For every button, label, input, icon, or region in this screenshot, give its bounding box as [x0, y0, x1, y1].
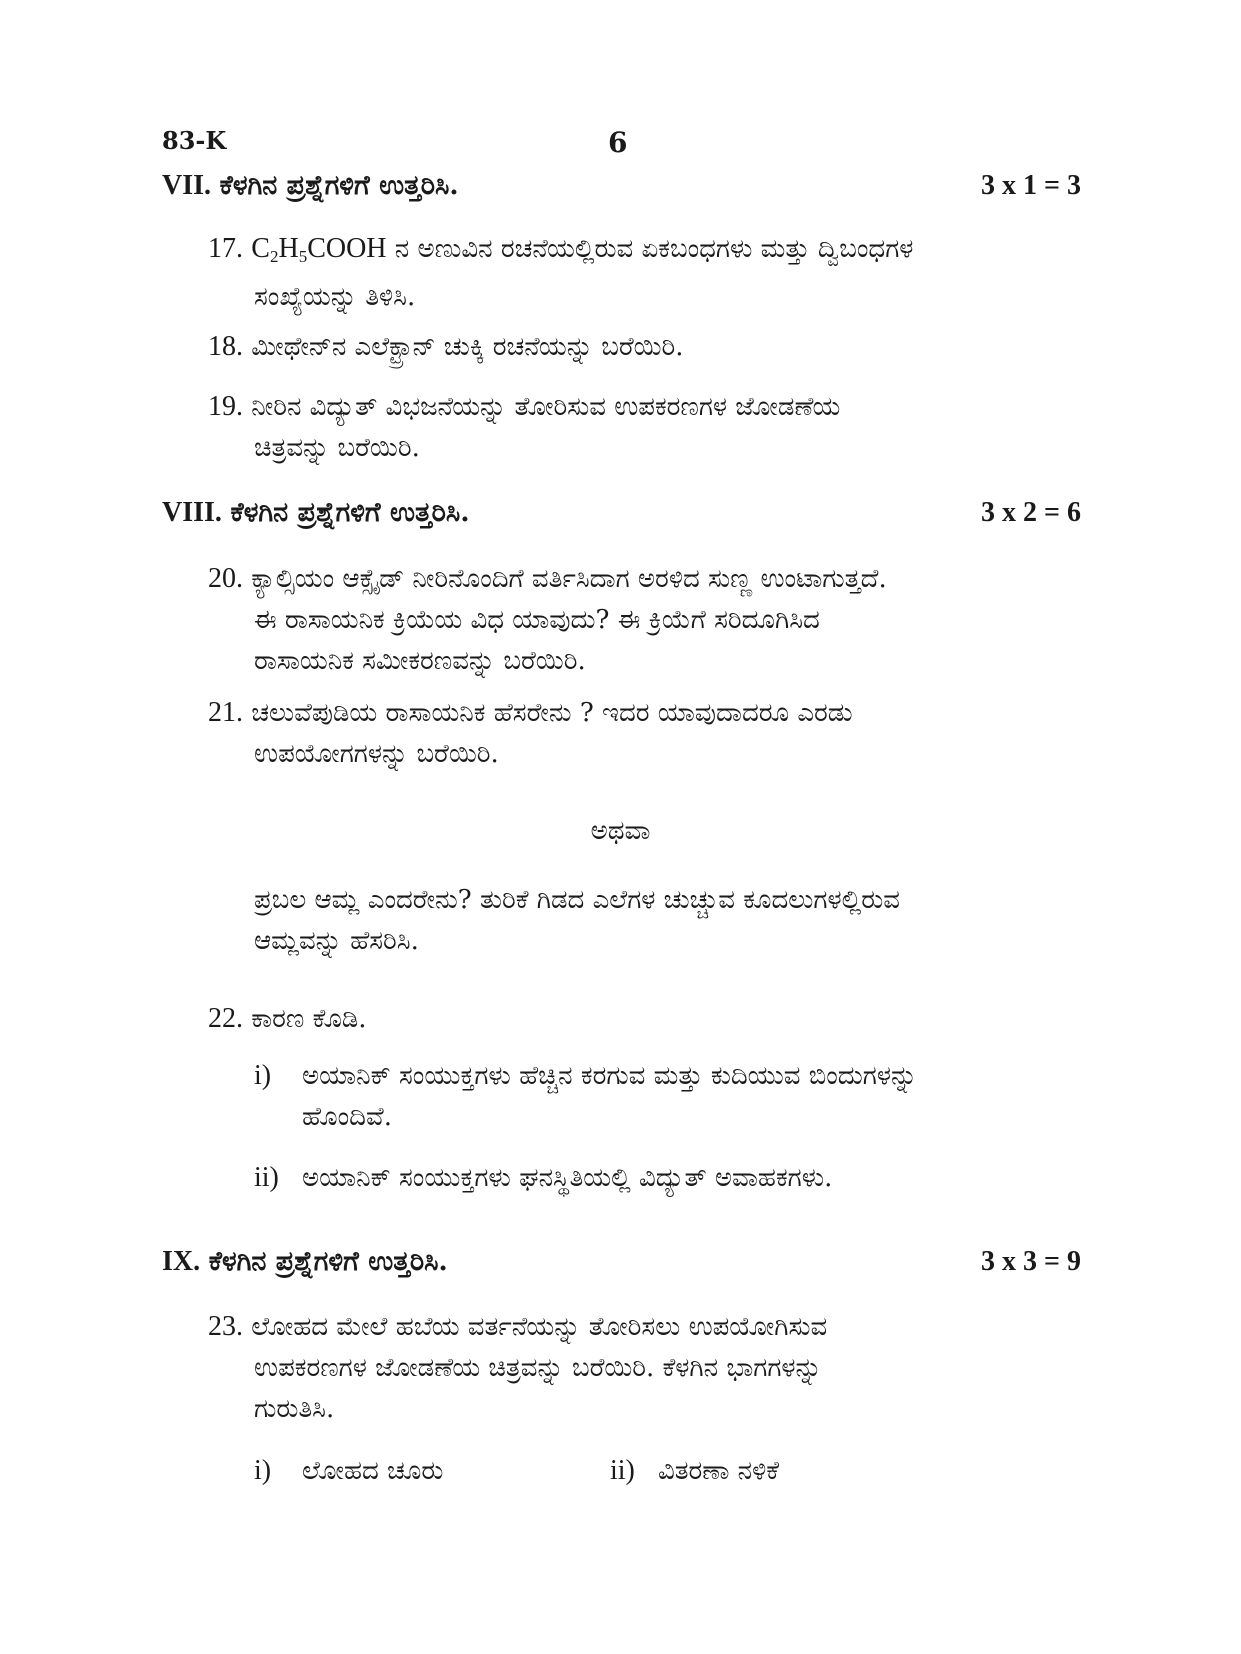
question-20	[208, 558, 1081, 682]
question-number: 19.	[208, 391, 243, 422]
question-text: ಈ ರಾಸಾಯನಿಕ ಕ್ರಿಯೆಯ ವಿಧ ಯಾವುದು? ಈ ಕ್ರಿಯೆಗೆ ಸರಿದೂಗಿಸಿದ	[254, 605, 820, 635]
question-23-part-i	[254, 1455, 443, 1487]
question-text: ಕಾರಣ ಕೊಡಿ.	[251, 1004, 367, 1034]
part-label: i)	[254, 1455, 272, 1486]
section-number: VIII.	[162, 497, 222, 528]
question-text: ಉಪಯೋಗಗಳನ್ನು ಬರೆಯಿರಿ.	[254, 739, 499, 769]
section-title: ಕೆಳಗಿನ ಪ್ರಶ್ನೆಗಳಿಗೆ ಉತ್ತರಿಸಿ.	[208, 1246, 448, 1277]
question-text: ಉಪಕರಣಗಳ ಜೋಡಣೆಯ ಚಿತ್ರವನ್ನು ಬರೆಯಿರಿ. ಕೆಳಗಿನ ಭಾಗಗಳನ್ನು	[254, 1353, 822, 1383]
question-text: ಕ್ಯಾಲ್ಸಿಯಂ ಆಕ್ಸೈಡ್ ನೀರಿನೊಂದಿಗೆ ವರ್ತಿಸಿದಾಗ ಅರಳಿದ ಸುಣ್ಣ ಉಂಟಾಗುತ್ತದೆ.	[251, 564, 887, 594]
question-text: ಮೀಥೇನ್‌ನ ಎಲೆಕ್ಟ್ರಾನ್ ಚುಕ್ಕಿ ರಚನೆಯನ್ನು ಬರೆಯಿರಿ.	[251, 332, 684, 362]
question-23-part-ii	[610, 1455, 779, 1487]
part-text: ವಿತರಣಾ ನಳಿಕೆ	[658, 1456, 780, 1486]
section-viii-marks: 3 x 2 = 6	[981, 497, 1081, 528]
paper-code: 83-K	[162, 126, 227, 155]
question-23	[208, 1306, 1081, 1430]
part-label: ii)	[254, 1162, 279, 1193]
question-21	[208, 692, 1081, 775]
question-17	[208, 228, 1081, 318]
question-22-part-ii	[254, 1162, 832, 1194]
section-ix-heading	[162, 1246, 448, 1278]
part-text: ಅಯಾನಿಕ್ ಸಂಯುಕ್ತಗಳು ಘನಸ್ಥಿತಿಯಲ್ಲಿ ವಿದ್ಯುತ್ ಅವಾಹಕಗಳು.	[302, 1163, 833, 1193]
section-title: ಕೆಳಗಿನ ಪ್ರಶ್ನೆಗಳಿಗೆ ಉತ್ತರಿಸಿ.	[230, 497, 470, 528]
question-text: ಚಲುವೆಪುಡಿಯ ರಾಸಾಯನಿಕ ಹೆಸರೇನು ? ಇದರ ಯಾವುದಾದರೂ ಎರಡು	[251, 698, 853, 728]
part-label: ii)	[610, 1455, 635, 1486]
question-text: ಚಿತ್ರವನ್ನು ಬರೆಯಿರಿ.	[254, 433, 420, 463]
question-text: ಆಮ್ಲವನ್ನು ಹೆಸರಿಸಿ.	[254, 926, 419, 956]
question-text: ನ ಅಣುವಿನ ರಚನೆಯಲ್ಲಿರುವ ಏಕಬಂಧಗಳು ಮತ್ತು ದ್ವಿಬಂಧಗಳ	[394, 234, 914, 264]
question-text: ರಾಸಾಯನಿಕ ಸಮೀಕರಣವನ್ನು ಬರೆಯಿರಿ.	[254, 646, 586, 676]
part-text: ಅಯಾನಿಕ್ ಸಂಯುಕ್ತಗಳು ಹೆಚ್ಚಿನ ಕರಗುವ ಮತ್ತು ಕುದಿಯುವ ಬಿಂದುಗಳನ್ನು	[302, 1061, 918, 1091]
part-text: ಲೋಹದ ಚೂರು	[302, 1456, 444, 1486]
question-number: 17.	[208, 233, 243, 264]
question-number: 22.	[208, 1003, 243, 1034]
section-vii-marks: 3 x 1 = 3	[981, 170, 1081, 201]
question-21-alternative	[254, 880, 1081, 962]
question-22	[208, 998, 1081, 1040]
question-number: 23.	[208, 1311, 243, 1342]
question-text: ಗುರುತಿಸಿ.	[254, 1394, 335, 1424]
question-number: 21.	[208, 697, 243, 728]
page-number: 6	[608, 126, 628, 159]
section-ix-marks: 3 x 3 = 9	[981, 1246, 1081, 1277]
question-number: 20.	[208, 563, 243, 594]
or-separator: ಅಥವಾ	[590, 816, 651, 846]
question-text: ನೀರಿನ ವಿದ್ಯುತ್ ವಿಭಜನೆಯನ್ನು ತೋರಿಸುವ ಉಪಕರಣಗಳ ಜೋಡಣೆಯ	[251, 392, 841, 422]
question-text: ಲೋಹದ ಮೇಲೆ ಹಬೆಯ ವರ್ತನೆಯನ್ನು ತೋರಿಸಲು ಉಪಯೋಗಿಸುವ	[251, 1312, 828, 1342]
section-title: ಕೆಳಗಿನ ಪ್ರಶ್ನೆಗಳಿಗೆ ಉತ್ತರಿಸಿ.	[219, 170, 459, 201]
section-number: VII.	[162, 170, 212, 201]
question-19	[208, 386, 1081, 469]
section-viii-heading	[162, 497, 470, 529]
section-vii-heading	[162, 170, 459, 202]
question-18	[208, 326, 1081, 368]
question-22-part-i	[254, 1060, 917, 1092]
question-text: ಪ್ರಬಲ ಆಮ್ಲ ಎಂದರೇನು? ತುರಿಕೆ ಗಿಡದ ಎಲೆಗಳ ಚುಚ್ಚುವ ಕೂದಲುಗಳಲ್ಲಿರುವ	[254, 885, 900, 915]
question-text: ಸಂಖ್ಯೆಯನ್ನು ತಿಳಿಸಿ.	[254, 282, 416, 312]
part-label: i)	[254, 1060, 272, 1091]
section-number: IX.	[162, 1246, 201, 1277]
question-22-part-i-cont: ಹೊಂದಿವೆ.	[302, 1102, 392, 1132]
formula: $C_2H_5COOH$	[251, 233, 387, 266]
question-number: 18.	[208, 331, 243, 362]
